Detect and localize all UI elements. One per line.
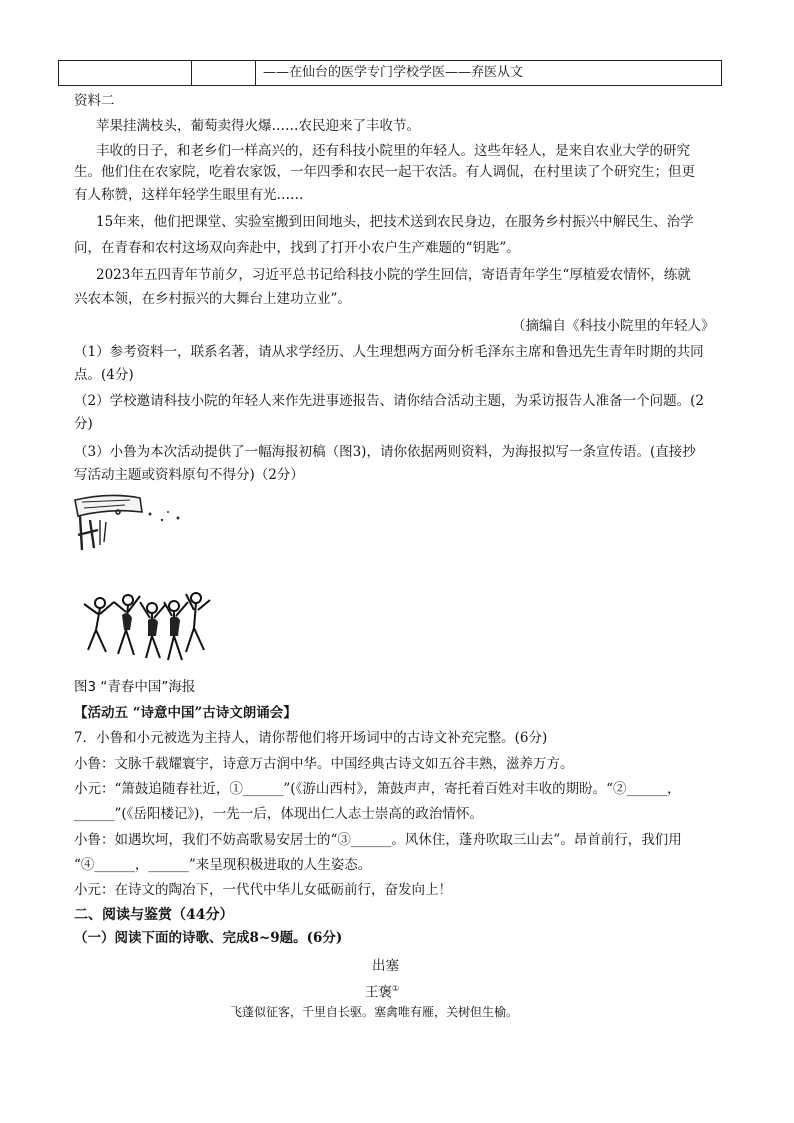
q7-line: 小元：在诗文的陶冶下，一代代中华儿女砥砺前行，奋发向上！ [74, 882, 452, 898]
poem-line: 飞蓬似征客，千里自长驱。塞禽唯有雁，关树但生榆。 [230, 1005, 519, 1019]
question-line: （3）小鲁为本次活动提供了一幅海报初稿（图3)，请你依据两则资料，为海报拟写一条宣传语。(直接抄 [74, 444, 696, 460]
material2-line: 有人称赞，这样年轻学生眼里有光…… [74, 187, 304, 203]
table-cell [191, 61, 256, 85]
material2-source: （摘编自《科技小院里的年轻人》 [512, 318, 715, 334]
material2-line: 丰收的日子，和老乡们一样高兴的，还有科技小院里的年轻人。这些年轻人，是来自农业大学的研究 [96, 143, 690, 159]
q7-line: ______”(《岳阳楼记》)，一先一后，体现出仁人志士崇高的政治情怀。 [74, 806, 483, 822]
figure-caption: 图3 “青春中国”海报 [74, 679, 196, 695]
material2-line: 15年来，他们把课堂、实验室搬到田间地头，把技术送到农民身边，在服务乡村振兴中解民生、治学 [96, 214, 694, 230]
author-footnote-mark: ① [392, 984, 400, 993]
q7-line: “④______，______”来呈现积极进取的人生姿态。 [74, 857, 372, 873]
question-line: 分) [74, 416, 93, 432]
poem-title: 出塞 [372, 958, 399, 974]
question-line: 写活动主题或资料原句不得分)（2分） [74, 467, 304, 483]
poem-author [365, 979, 399, 1003]
poem-author-name: 王褒 [365, 984, 392, 1001]
q7-line: 小鲁：文脉千载耀寰宇，诗意万古润中华。中国经典古诗文如五谷丰熟，滋养万方。 [74, 756, 574, 772]
material2-line: 2023年五四青年节前夕，习近平总书记给科技小院的学生回信，寄语青年学生“厚植爱农情怀，练就 [96, 267, 691, 283]
table-row [58, 60, 722, 86]
material2-heading: 资料二 [74, 93, 115, 109]
table-cell [59, 61, 192, 85]
question-line: （2）学校邀请科技小院的年轻人来作先进事迹报告、请你结合活动主题，为采访报告人准备一个问题。(2 [74, 393, 704, 409]
q7-line: 小鲁：如遇坎坷，我们不妨高歌易安居士的“③______。风休住，蓬舟吹取三山去”。昂首前行，我们用 [74, 832, 682, 848]
table-cell-text: ——在仙台的医学专门学校学医——弃医从文 [263, 65, 524, 80]
material2-line: 兴农本领，在乡村振兴的大舞台上建功立业”。 [74, 291, 351, 307]
activity5-heading: 【活动五 “诗意中国”古诗文朗诵会】 [74, 705, 297, 721]
q7-stem: 7．小鲁和小元被选为主持人，请你帮他们将开场词中的古诗文补充完整。(6分) [74, 730, 548, 746]
material2-line: 生。他们住在农家院，吃着农家饭，一年四季和农民一起干农活。有人调侃，在村里读了个研究生；但更 [74, 164, 695, 180]
section-subtitle: （一）阅读下面的诗歌、完成8~9题。(6分) [74, 930, 343, 946]
section-title: 二、阅读与鉴赏（44分） [74, 907, 234, 923]
material2-line: 问，在青春和农村这场双向奔赴中，找到了打开小农户生产难题的“钥匙”。 [74, 240, 520, 256]
q7-line: 小元：“箫鼓追随春社近，①______”(《游山西村》，箫鼓声声，寄托着百姓对丰收的期盼。“②______， [74, 781, 681, 797]
question-line: 点。(4分) [74, 367, 134, 383]
material2-line: 苹果挂满枝头，葡萄卖得火爆……农民迎来了丰收节。 [96, 118, 420, 134]
question-line: （1）参考资料一，联系名著，请从求学经历、人生理想两方面分析毛泽东主席和鲁迅先生青年时期的共同 [74, 344, 704, 360]
poster-image [70, 490, 350, 670]
